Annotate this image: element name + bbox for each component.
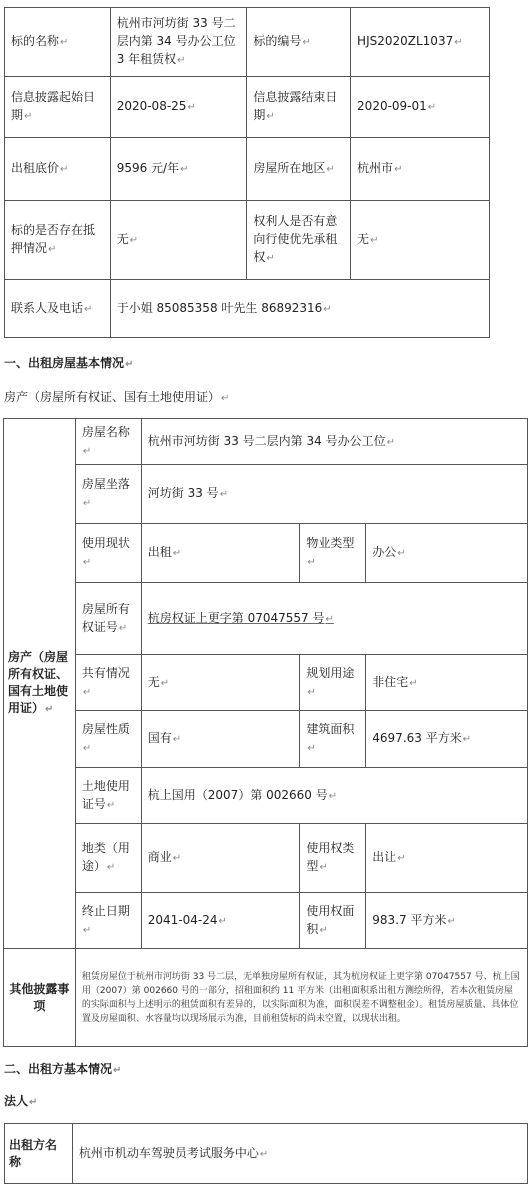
label-usage-status: 使用现状 ↵ [75,524,141,583]
label-ownership-cert: 房屋所有权证号 ↵ [75,583,141,655]
label-region: 房屋所在地区 ↵ [247,138,351,201]
property-side-label: 房产（房屋所有权证、国有土地使用证） ↵ [4,419,76,949]
value-house-location: 河坊街 33 号 ↵ [141,465,527,524]
value-shared: 无 ↵ [141,655,300,711]
property-table [3,418,528,1047]
value-region: 杭州市 ↵ [351,138,490,201]
lessor-table [4,1123,528,1184]
label-contact: 联系人及电话 ↵ [5,280,111,338]
value-lessor-name: 杭州市机动车驾驶员考试服务中心 ↵ [72,1124,527,1184]
info-table [4,7,490,338]
label-reserve-price: 出租底价 ↵ [5,138,111,201]
label-use-right-type: 使用权类型 ↵ [300,824,366,893]
value-end-date: 2020-09-01 ↵ [351,77,490,138]
value-item-code: HJS2020ZL1037 ↵ [351,8,490,77]
label-house-location: 房屋坐落 ↵ [75,465,141,524]
value-start-date: 2020-08-25 ↵ [110,77,247,138]
label-lessor-name: 出租方名称 [5,1124,73,1184]
label-other-disclosure: 其他披露事项 [4,949,76,1047]
label-mortgage: 标的是否存在抵押情况 ↵ [5,201,111,280]
value-mortgage: 无 ↵ [110,201,247,280]
label-building-area: 建筑面积 ↵ [300,711,366,768]
label-shared: 共有情况 ↵ [75,655,141,711]
value-contact: 于小姐 85085358 叶先生 86892316 ↵ [110,280,489,338]
label-property-type: 物业类型 ↵ [300,524,366,583]
label-item-code: 标的编号 ↵ [247,8,351,77]
value-item-name: 杭州市河坊街 33 号二层内第 34 号办公工位 3 年租赁权 ↵ [110,8,247,77]
value-use-right-type: 出让 ↵ [366,824,528,893]
lessor-subheading: 法人 ↵ [4,1092,37,1109]
value-ownership-cert: 杭房权证上更字第 07047557 号 ↵ [141,583,527,655]
value-planned-use: 非住宅 ↵ [366,655,528,711]
value-property-type: 办公 ↵ [366,524,528,583]
value-land-cert: 杭上国用（2007）第 002660 号 ↵ [141,768,527,824]
label-start-date: 信息披露起始日期 ↵ [5,77,111,138]
value-reserve-price: 9596 元/年 ↵ [110,138,247,201]
label-item-name: 标的名称 ↵ [5,8,111,77]
property-subheading: 房产（房屋所有权证、国有土地使用证） ↵ [4,388,229,405]
label-end-date: 信息披露结束日期 ↵ [247,77,351,138]
label-end-date-land: 终止日期 ↵ [75,893,141,949]
value-building-area: 4697.63 平方米 ↵ [366,711,528,768]
section-heading-property: 一、出租房屋基本情况 ↵ [4,354,133,371]
label-house-name: 房屋名称 ↵ [75,419,141,465]
value-other-disclosure: 租赁房屋位于杭州市河坊街 33 号二层，无单独房屋所有权证，其为杭房权证上更字第 07047557 号、杭上国用（2007）第 002660 号的一部分，招租面积约 11 平方米（出租面积系出租方测绘所得，若本次租赁房屋的实际面积与上述明示的租赁面积有差异的，以实际面积为准，面积误差不调整租金）。租赁房屋质量、具体位置及房屋面积、水容量均以现场展示为准，目前租赁标的尚未空置，以现状出租。 [75,949,527,1047]
label-use-right-area: 使用权面积 ↵ [300,893,366,949]
value-priority-lease: 无 ↵ [351,201,490,280]
label-land-cert: 土地使用证号 ↵ [75,768,141,824]
value-house-name: 杭州市河坊街 33 号二层内第 34 号办公工位 ↵ [141,419,527,465]
label-planned-use: 规划用途 ↵ [300,655,366,711]
value-end-date-land: 2041-04-24 ↵ [141,893,300,949]
section-heading-lessor: 二、出租方基本情况 ↵ [4,1060,121,1077]
label-land-type: 地类（用途） ↵ [75,824,141,893]
value-land-type: 商业 ↵ [141,824,300,893]
value-usage-status: 出租 ↵ [141,524,300,583]
value-use-right-area: 983.7 平方米 ↵ [366,893,528,949]
label-house-nature: 房屋性质 ↵ [75,711,141,768]
value-house-nature: 国有 ↵ [141,711,300,768]
label-priority-lease: 权利人是否有意向行使优先承租权 ↵ [247,201,351,280]
